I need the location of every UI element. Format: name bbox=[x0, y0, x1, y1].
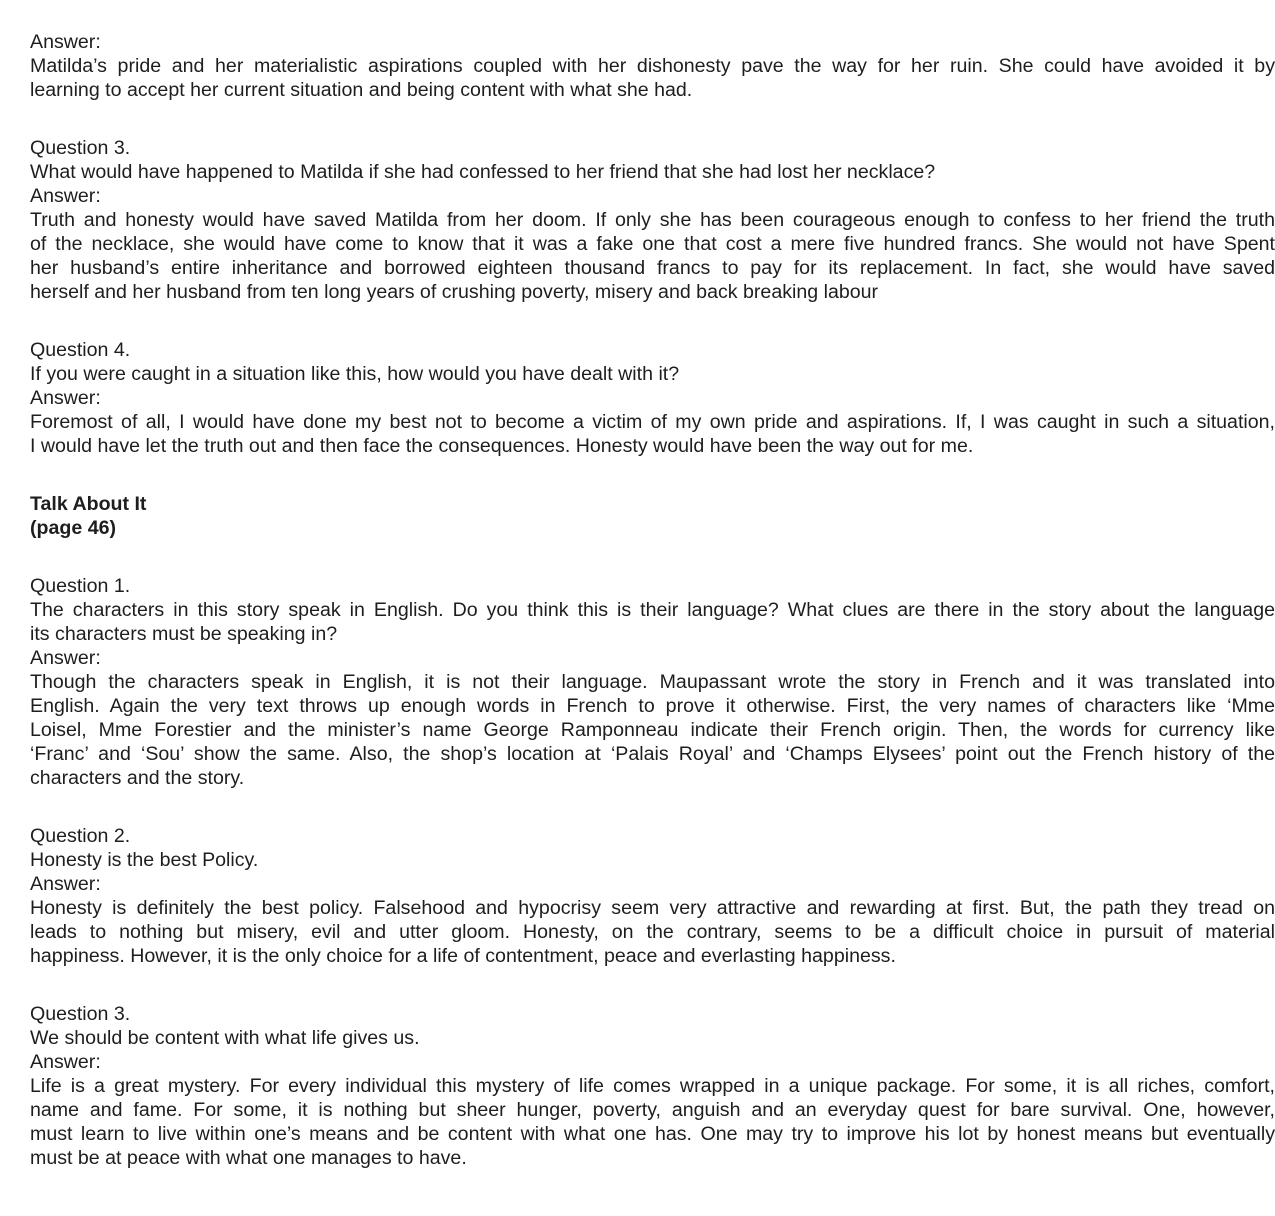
question-text: We should be content with what life gives us. bbox=[30, 1027, 420, 1049]
question-text: its characters must be speaking in? bbox=[30, 623, 338, 645]
answer-line: learning to accept her current situation and being content with what she had. bbox=[30, 79, 693, 101]
answer-line: happiness. However, it is the only choice for a life of contentment, peace and everlasting happiness. bbox=[30, 945, 896, 967]
answer-line: her husband’s entire inheritance and borrowed eighteen thousand francs to pay for its replacement. In fact, she would have saved bbox=[30, 257, 1275, 279]
answer-line: Matilda’s pride and her materialistic aspirations coupled with her dishonesty pave the way for her ruin. She could have avoided it by bbox=[30, 55, 1275, 77]
answer-line: leads to nothing but misery, evil and utter gloom. Honesty, on the contrary, seems to be a difficult choice in pursuit of material bbox=[30, 921, 1275, 943]
answer-line: Foremost of all, I would have done my best not to become a victim of my own pride and aspirations. If, I was caught in such a situation, bbox=[30, 411, 1275, 433]
document-page bbox=[30, 30, 1275, 1170]
question-block bbox=[30, 574, 1275, 790]
answer-label: Answer: bbox=[30, 387, 101, 409]
question-block bbox=[30, 1002, 1275, 1170]
answer-line: Life is a great mystery. For every individual this mystery of life comes wrapped in a unique package. For some, it is all riches, comfort, bbox=[30, 1075, 1275, 1097]
question-label: Question 2. bbox=[30, 825, 131, 847]
answer-line: Honesty is definitely the best policy. Falsehood and hypocrisy seem very attractive and rewarding at first. But, the path they tread on bbox=[30, 897, 1275, 919]
question-text: If you were caught in a situation like this, how would you have dealt with it? bbox=[30, 363, 680, 385]
answer-label: Answer: bbox=[30, 647, 101, 669]
section-page-ref: (page 46) bbox=[30, 517, 117, 539]
answer-line: of the necklace, she would have come to know that it was a fake one that cost a mere five hundred francs. She would not have Spent bbox=[30, 233, 1275, 255]
answer-label: Answer: bbox=[30, 31, 101, 53]
question-text: The characters in this story speak in English. Do you think this is their language? What clues are there in the story about the language bbox=[30, 599, 1275, 621]
answer-label: Answer: bbox=[30, 873, 101, 895]
answer-line: must be at peace with what one manages to have. bbox=[30, 1147, 467, 1169]
section-title: Talk About It bbox=[30, 493, 147, 515]
question-text: What would have happened to Matilda if she had confessed to her friend that she had lost her necklace? bbox=[30, 161, 936, 183]
answer-line: Truth and honesty would have saved Matilda from her doom. If only she has been courageous enough to confess to her friend the truth bbox=[30, 209, 1275, 231]
question-block bbox=[30, 338, 1275, 458]
question-label: Question 4. bbox=[30, 339, 131, 361]
question-block bbox=[30, 136, 1275, 304]
question-block bbox=[30, 824, 1275, 968]
answer-line: ‘Franc’ and ‘Sou’ show the same. Also, the shop’s location at ‘Palais Royal’ and ‘Champs Elysees’ point out the French history of the bbox=[30, 743, 1275, 765]
answer-block bbox=[30, 30, 1275, 102]
answer-line: characters and the story. bbox=[30, 767, 245, 789]
section-heading bbox=[30, 492, 1275, 540]
answer-line: herself and her husband from ten long years of crushing poverty, misery and back breaking labour bbox=[30, 281, 879, 303]
answer-line: must learn to live within one’s means and be content with what one has. One may try to improve his lot by honest means but eventually bbox=[30, 1123, 1275, 1145]
answer-line: Though the characters speak in English, it is not their language. Maupassant wrote the story in French and it was translated into bbox=[30, 671, 1275, 693]
question-label: Question 1. bbox=[30, 575, 131, 597]
answer-line: name and fame. For some, it is nothing but sheer hunger, poverty, anguish and an everyday quest for bare survival. One, however, bbox=[30, 1099, 1275, 1121]
answer-line: Loisel, Mme Forestier and the minister’s name George Ramponneau indicate their French origin. Then, the words for currency like bbox=[30, 719, 1275, 741]
answer-label: Answer: bbox=[30, 1051, 101, 1073]
question-text: Honesty is the best Policy. bbox=[30, 849, 259, 871]
question-label: Question 3. bbox=[30, 1003, 131, 1025]
answer-label: Answer: bbox=[30, 185, 101, 207]
answer-line: English. Again the very text throws up enough words in French to prove it otherwise. First, the very names of characters like ‘Mme bbox=[30, 695, 1275, 717]
question-label: Question 3. bbox=[30, 137, 131, 159]
answer-line: I would have let the truth out and then face the consequences. Honesty would have been the way out for me. bbox=[30, 435, 974, 457]
